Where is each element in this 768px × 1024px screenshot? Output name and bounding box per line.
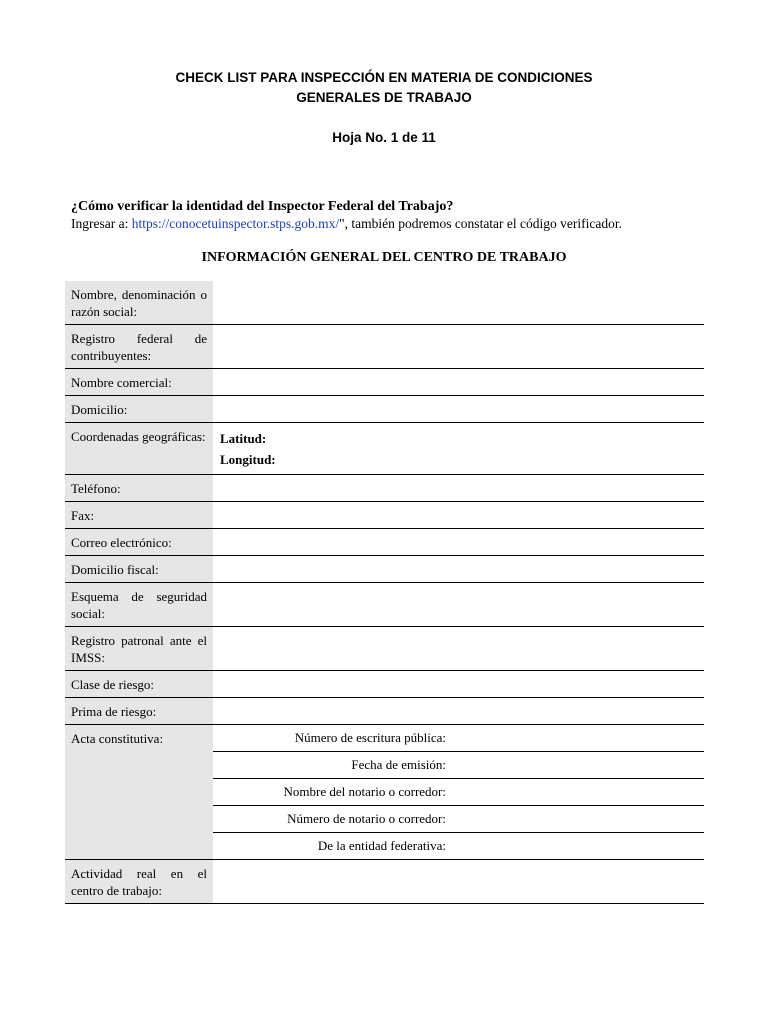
row-label-domicilio: Domicilio: bbox=[65, 396, 213, 423]
row-value-actividad-real[interactable] bbox=[213, 860, 704, 904]
row-label-domicilio-fiscal: Domicilio fiscal: bbox=[65, 556, 213, 583]
verify-link[interactable]: https://conocetuinspector.stps.gob.mx/ bbox=[131, 216, 340, 231]
row-label-seguridad-social: Esquema de seguridad social: bbox=[65, 583, 213, 627]
verify-question: ¿Cómo verificar la identidad del Inspector Federal del Trabajo? bbox=[71, 199, 454, 214]
row-label-clase-riesgo: Clase de riesgo: bbox=[65, 671, 213, 698]
row-value-prima-riesgo[interactable] bbox=[213, 698, 704, 725]
acta-escritura-field[interactable]: Número de escritura pública: bbox=[213, 725, 704, 752]
verify-instruction bbox=[71, 215, 711, 233]
section-title: INFORMACIÓN GENERAL DEL CENTRO DE TRABAJO bbox=[201, 250, 567, 265]
row-value-rfc[interactable] bbox=[213, 325, 704, 369]
row-value-correo[interactable] bbox=[213, 529, 704, 556]
row-label-prima-riesgo: Prima de riesgo: bbox=[65, 698, 213, 725]
row-label-registro-imss: Registro patronal ante el IMSS: bbox=[65, 627, 213, 671]
table-row bbox=[65, 325, 704, 369]
row-label-actividad-real: Actividad real en el centro de trabajo: bbox=[65, 860, 213, 904]
row-value-domicilio[interactable] bbox=[213, 396, 704, 423]
row-value-telefono[interactable] bbox=[213, 475, 704, 502]
table-row bbox=[65, 671, 704, 698]
verify-suffix: ", también podremos constatar el código verificador. bbox=[339, 216, 622, 231]
table-row bbox=[65, 583, 704, 627]
table-row bbox=[65, 396, 704, 423]
row-label-acta-constitutiva: Acta constitutiva: bbox=[65, 725, 213, 860]
table-row bbox=[65, 502, 704, 529]
row-label-coordenadas: Coordenadas geográficas: bbox=[65, 423, 213, 475]
table-row bbox=[65, 475, 704, 502]
row-value-seguridad-social[interactable] bbox=[213, 583, 704, 627]
document-title-line2: GENERALES DE TRABAJO bbox=[296, 90, 472, 105]
table-row bbox=[65, 281, 704, 325]
longitude-label: Longitud: bbox=[220, 452, 276, 467]
latitude-label: Latitud: bbox=[220, 431, 267, 446]
table-row bbox=[65, 529, 704, 556]
row-label-correo: Correo electrónico: bbox=[65, 529, 213, 556]
row-label-nombre-comercial: Nombre comercial: bbox=[65, 369, 213, 396]
document-title-line1: CHECK LIST PARA INSPECCIÓN EN MATERIA DE CONDICIONES bbox=[175, 70, 593, 85]
verify-prefix: Ingresar a: bbox=[71, 216, 132, 231]
acta-notario-numero-field[interactable]: Número de notario o corredor: bbox=[213, 806, 704, 833]
row-label-telefono: Teléfono: bbox=[65, 475, 213, 502]
row-value-domicilio-fiscal[interactable] bbox=[213, 556, 704, 583]
table-row bbox=[65, 369, 704, 396]
table-row bbox=[65, 698, 704, 725]
row-value-fax[interactable] bbox=[213, 502, 704, 529]
acta-entidad-field[interactable]: De la entidad federativa: bbox=[213, 833, 704, 860]
row-label-rfc: Registro federal de contribuyentes: bbox=[65, 325, 213, 369]
row-value-razon-social[interactable] bbox=[213, 281, 704, 325]
sheet-number: Hoja No. 1 de 11 bbox=[332, 130, 436, 145]
acta-notario-nombre-field[interactable]: Nombre del notario o corredor: bbox=[213, 779, 704, 806]
general-info-table bbox=[65, 281, 704, 904]
table-row bbox=[65, 627, 704, 671]
row-label-fax: Fax: bbox=[65, 502, 213, 529]
row-value-coordenadas[interactable] bbox=[213, 423, 704, 475]
acta-fecha-field[interactable]: Fecha de emisión: bbox=[213, 752, 704, 779]
table-row bbox=[65, 556, 704, 583]
row-value-registro-imss[interactable] bbox=[213, 627, 704, 671]
row-value-clase-riesgo[interactable] bbox=[213, 671, 704, 698]
table-row bbox=[65, 725, 704, 752]
row-label-razon-social: Nombre, denominación o razón social: bbox=[65, 281, 213, 325]
table-row bbox=[65, 860, 704, 904]
table-row bbox=[65, 423, 704, 475]
row-value-nombre-comercial[interactable] bbox=[213, 369, 704, 396]
